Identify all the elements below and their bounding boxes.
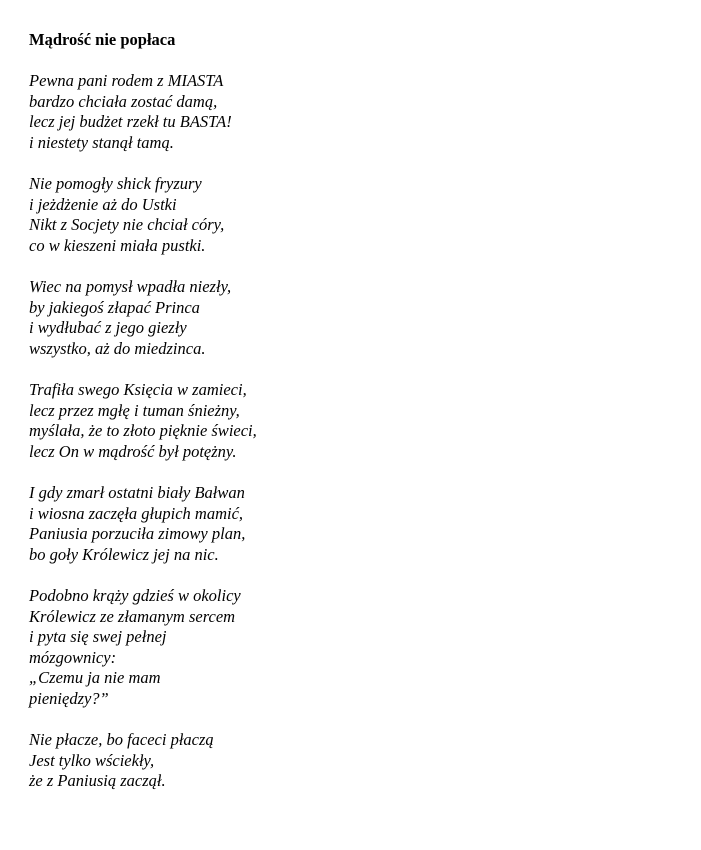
poem-line: Paniusia porzuciła zimowy plan, xyxy=(29,524,246,544)
poem-line: i pyta się swej pełnej xyxy=(29,627,167,647)
poem-line: Pewna pani rodem z MIASTA xyxy=(29,71,224,91)
poem-line: Nikt z Socjety nie chciał córy, xyxy=(29,215,225,235)
poem-line: Królewicz ze złamanym sercem xyxy=(29,606,236,626)
poem-line: mózgownicy: xyxy=(29,647,117,667)
stanza-6 xyxy=(29,586,669,710)
poem-line: i jeżdżenie aż do Ustki xyxy=(29,194,177,214)
poem-line: i wydłubać z jego giezły xyxy=(29,318,187,338)
poem-line: pieniędzy?” xyxy=(29,689,109,708)
stanza-4 xyxy=(29,380,669,462)
poem-line: by jakiegoś złapać Princa xyxy=(29,297,200,317)
poem-line: I gdy zmarł ostatni biały Bałwan xyxy=(29,483,245,503)
poem-line: co w kieszeni miała pustki. xyxy=(29,235,206,255)
poem-line: lecz jej budżet rzekł tu BASTA! xyxy=(29,112,232,132)
poem-line: bardzo chciała zostać damą, xyxy=(29,91,218,111)
poem-line: lecz przez mgłę i tuman śnieżny, xyxy=(29,400,240,420)
stanza-5 xyxy=(29,483,669,565)
poem-line: wszystko, aż do miedzinca. xyxy=(29,338,206,358)
poem-document xyxy=(29,30,669,813)
poem-line: Jest tylko wściekły, xyxy=(29,750,155,770)
poem-line: i wiosna zaczęła głupich mamić, xyxy=(29,503,244,523)
poem-line: bo goły Królewicz jej na nic. xyxy=(29,544,219,564)
poem-line: Wiec na pomysł wpadła niezły, xyxy=(29,277,232,297)
poem-line: i niestety stanął tamą. xyxy=(29,132,174,152)
stanza-3 xyxy=(29,277,669,359)
stanza-2 xyxy=(29,174,669,256)
poem-line: lecz On w mądrość był potężny. xyxy=(29,441,237,461)
poem-line: że z Paniusią zaczął. xyxy=(29,771,166,791)
poem-line: Nie płacze, bo faceci płaczą xyxy=(29,730,214,750)
poem-line: Nie pomogły shick fryzury xyxy=(29,174,202,194)
poem-line: Trafiła swego Księcia w zamieci, xyxy=(29,380,247,400)
poem-line: „Czemu ja nie mam xyxy=(29,668,161,688)
stanza-7 xyxy=(29,730,669,792)
poem-line: Podobno krąży gdzieś w okolicy xyxy=(29,586,241,606)
poem-title: Mądrość nie popłaca xyxy=(29,30,176,49)
stanza-1 xyxy=(29,71,669,153)
poem-line: myślała, że to złoto pięknie świeci, xyxy=(29,421,257,441)
